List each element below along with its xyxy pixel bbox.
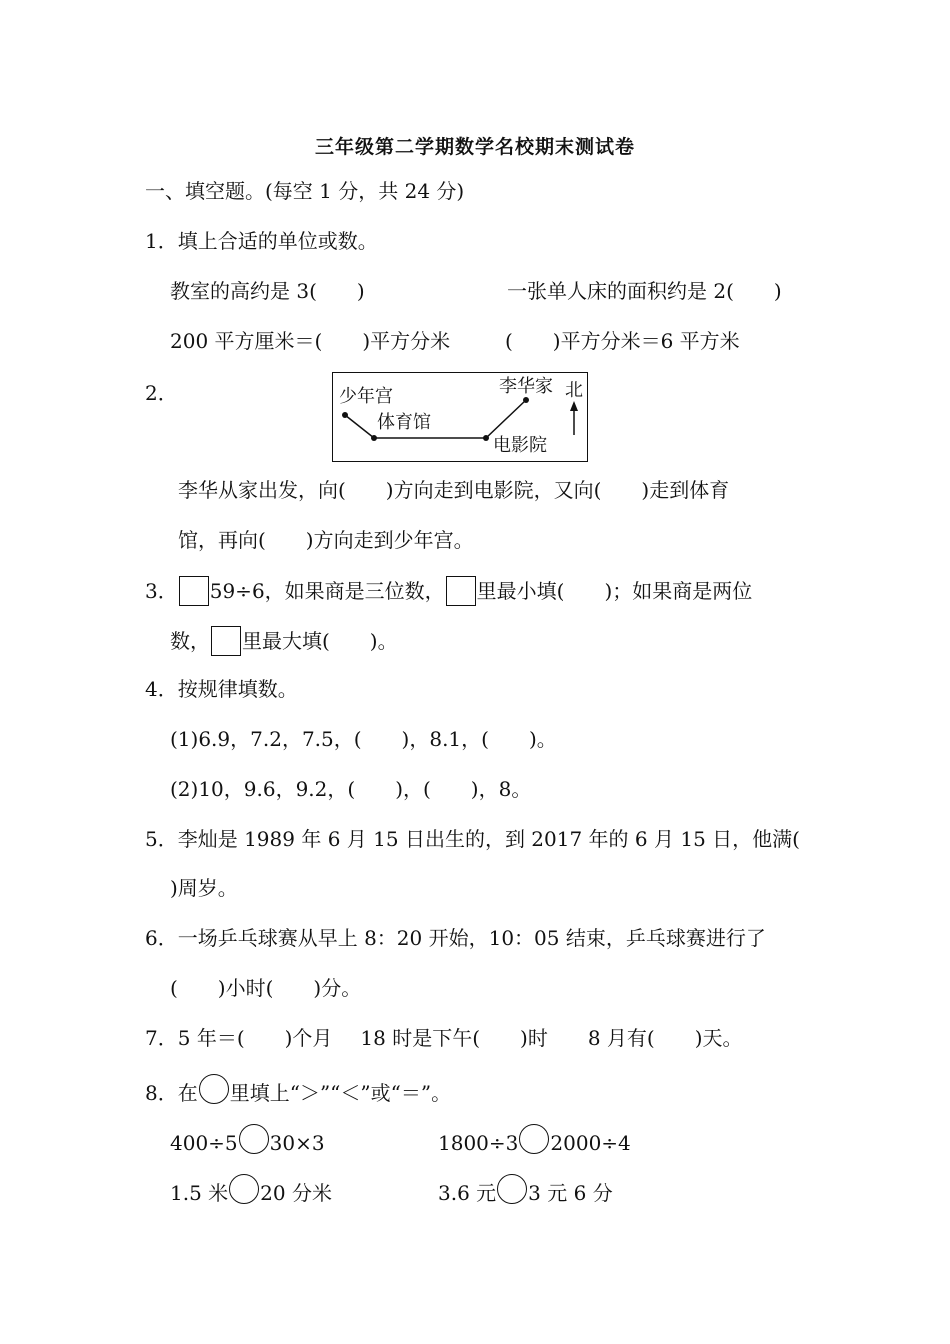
q6-line2: ( )小时( )分。 (170, 976, 362, 1000)
point-shaonian-gong (342, 412, 348, 418)
q7-number: 7． (145, 1026, 178, 1050)
q4-sequence-1: (1)6.9，7.2，7.5，( )，8.1，( )。 (170, 727, 557, 751)
map-label-place3: 电影院 (493, 435, 547, 456)
q1-item-d: ( )平方分米＝6 平方米 (505, 329, 740, 353)
blank-square (211, 626, 241, 656)
section-heading: 一、填空题。(每空 1 分，共 24 分) (145, 179, 465, 203)
blank-circle (229, 1174, 259, 1204)
q1-stem: 1．填上合适的单位或数。 (145, 229, 378, 253)
page-title: 三年级第二学期数学名校期末测试卷 (314, 136, 635, 158)
q8-stem (145, 1074, 451, 1105)
q3-line1 (145, 576, 752, 606)
blank-circle (519, 1124, 549, 1154)
map-label-place4: 李华家 (499, 376, 553, 397)
q7-line (145, 1026, 743, 1050)
blank-circle (497, 1174, 527, 1204)
q8-compare-1: 400÷5 30×3 (170, 1124, 325, 1155)
q4-stem: 4．按规律填数。 (145, 677, 298, 701)
q7-item-b: 18 时是下午( )时 (360, 1026, 548, 1050)
q7-item-a: 5 年＝( )个月 (177, 1026, 333, 1050)
blank-square (446, 576, 476, 606)
q8-text1: 8．在 (145, 1081, 198, 1105)
q5-line2: )周岁。 (170, 876, 238, 900)
point-lihua-jia (523, 397, 529, 403)
q3-text1: 59÷6，如果商是三位数， (209, 579, 445, 603)
blank-circle (199, 1074, 229, 1104)
point-tiyu-guan (371, 435, 377, 441)
q3-text2: 里最小填( )；如果商是两位 (476, 579, 753, 603)
q3-text3: 数， (170, 629, 210, 653)
q3-text4: 里最大填( )。 (242, 629, 398, 653)
map-label-north: 北 (565, 380, 583, 401)
q1-item-b: 一张单人床的面积约是 2( ) (507, 279, 782, 303)
map-label-place1: 少年宫 (339, 386, 393, 407)
q5-line1: 5．李灿是 1989 年 6 月 15 日出生的，到 2017 年的 6 月 15 日，他满( (145, 827, 800, 851)
point-dianying-yuan (483, 435, 489, 441)
q2-line2: 馆，再向( )方向走到少年宫。 (178, 528, 474, 552)
q1-item-a: 教室的高约是 3( ) (170, 279, 365, 303)
q4-sequence-2: (2)10，9.6，9.2，( )，( )，8。 (170, 777, 532, 801)
q3-line2 (170, 626, 398, 656)
blank-square (179, 576, 209, 606)
route-map (332, 372, 588, 462)
q8-compare-3: 1.5 米 20 分米 (170, 1174, 332, 1205)
q3-number: 3． (145, 579, 178, 603)
q8-text2: 里填上“＞”“＜”或“＝”。 (229, 1081, 452, 1105)
q1-item-c: 200 平方厘米＝( )平方分米 (170, 329, 451, 353)
blank-circle (239, 1124, 269, 1154)
q6-line1: 6．一场乒乓球赛从早上 8：20 开始，10：05 结束，乒乓球赛进行了 (145, 926, 766, 950)
q8-compare-4: 3.6 元 3 元 6 分 (438, 1174, 613, 1205)
q2-line1: 李华从家出发，向( )方向走到电影院，又向( )走到体育 (178, 478, 730, 502)
map-label-place2: 体育馆 (377, 412, 431, 433)
q7-item-c: 8 月有( )天。 (587, 1026, 743, 1050)
q2-number: 2． (145, 381, 178, 405)
q8-compare-2: 1800÷3 2000÷4 (438, 1124, 631, 1155)
